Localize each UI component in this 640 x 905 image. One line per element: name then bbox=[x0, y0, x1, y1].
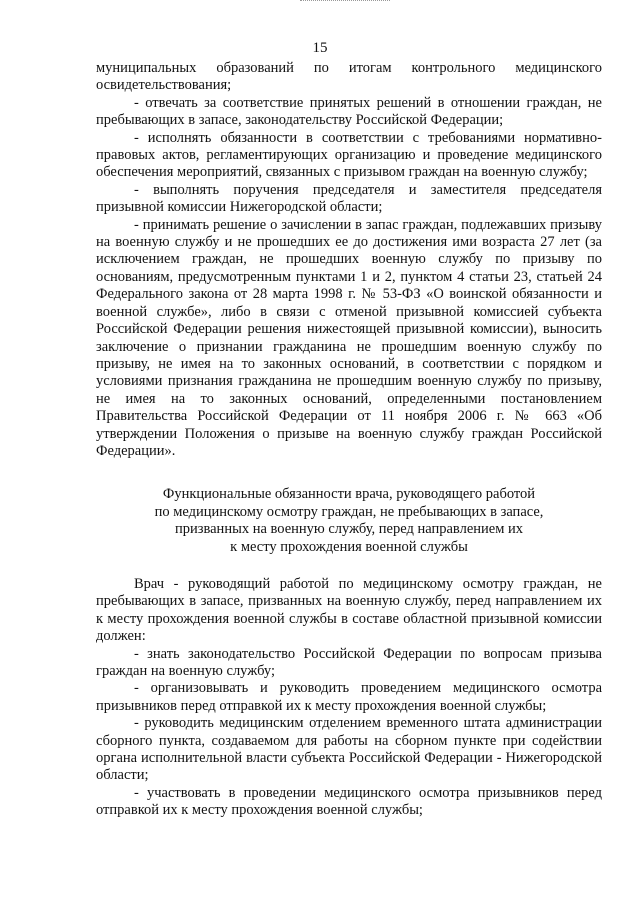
heading-line: призванных на военную службу, перед направлением их bbox=[174, 521, 524, 538]
scan-artifact bbox=[300, 0, 390, 4]
heading-line: к месту прохождения военной службы bbox=[230, 538, 468, 555]
section-heading bbox=[96, 486, 602, 556]
list-item: - знать законодательство Российской Федерации по вопросам призыва граждан на военную службу; bbox=[96, 645, 602, 679]
heading-line: Функциональные обязанности врача, руководящего работой bbox=[162, 486, 536, 503]
list-item: - отвечать за соответствие принятых решений в отношении граждан, не пребывающих в запасе, законодательству Российской Федерации; bbox=[96, 94, 602, 129]
list-item: - участвовать в проведении медицинского осмотра призывников перед отправкой их к месту прохождения военной службы; bbox=[96, 784, 602, 819]
list-item: - руководить медицинским отделением временного штата администрации сборного пункта, создаваемом для работы на сборном пункте при содействии органа исполнительной власти субъекта Российской Федерации - Нижегородской области; bbox=[96, 715, 602, 784]
document-body bbox=[96, 60, 602, 820]
list-item: - принимать решение о зачислении в запас граждан, подлежавших призыву на военную службу и не прошедших ее до достижения ими возраста 27 лет (за исключением граждан, не прошедших военную службу по призыву по основаниям, предусмотренным пунктами 1 и 2, пунктом 4 статьи 23, статьей 24 Федерального закона от 28 марта 1998 г. № 53-ФЗ «О воинской обязанности и военной службе», либо в связи с отменой призывной комиссией субъекта Российской Федерации решения нижестоящей призывной комиссии), выносить заключение о признании гражданина не прошедшим военную службу по призыву, не имея на то законных оснований, в соответствии с порядком и условиями признания гражданина не прошедшим военную службу по призыву, не имея на то законных оснований, определенными постановлением Правительства Российской Федерации от 11 ноября 2006 г. № 663 «Об утверждении Положения о призыве на военную службу граждан Российской Федерации». bbox=[96, 216, 602, 459]
list-item: - организовывать и руководить проведением медицинского осмотра призывников перед отправкой их к месту прохождения военной службы; bbox=[96, 680, 602, 714]
heading-line: по медицинскому осмотру граждан, не пребывающих в запасе, bbox=[154, 503, 544, 520]
paragraph: Врач - руководящий работой по медицинскому осмотру граждан, не пребывающих в запасе, призванных на военную службу, перед направлением их к месту прохождения военной службы в составе областной призывной комиссии должен: bbox=[96, 575, 602, 645]
page-number: 15 bbox=[312, 40, 328, 56]
list-item: - исполнять обязанности в соответствии с требованиями нормативно-правовых актов, регламентирующих организацию и проведение медицинского обеспечения мероприятий, связанных с призывом граждан на военную службу; bbox=[96, 129, 602, 181]
paragraph: муниципальных образований по итогам контрольного медицинского освидетельствования; bbox=[96, 60, 602, 94]
list-item: - выполнять поручения председателя и заместителя председателя призывной комиссии Нижегородской области; bbox=[96, 181, 602, 216]
